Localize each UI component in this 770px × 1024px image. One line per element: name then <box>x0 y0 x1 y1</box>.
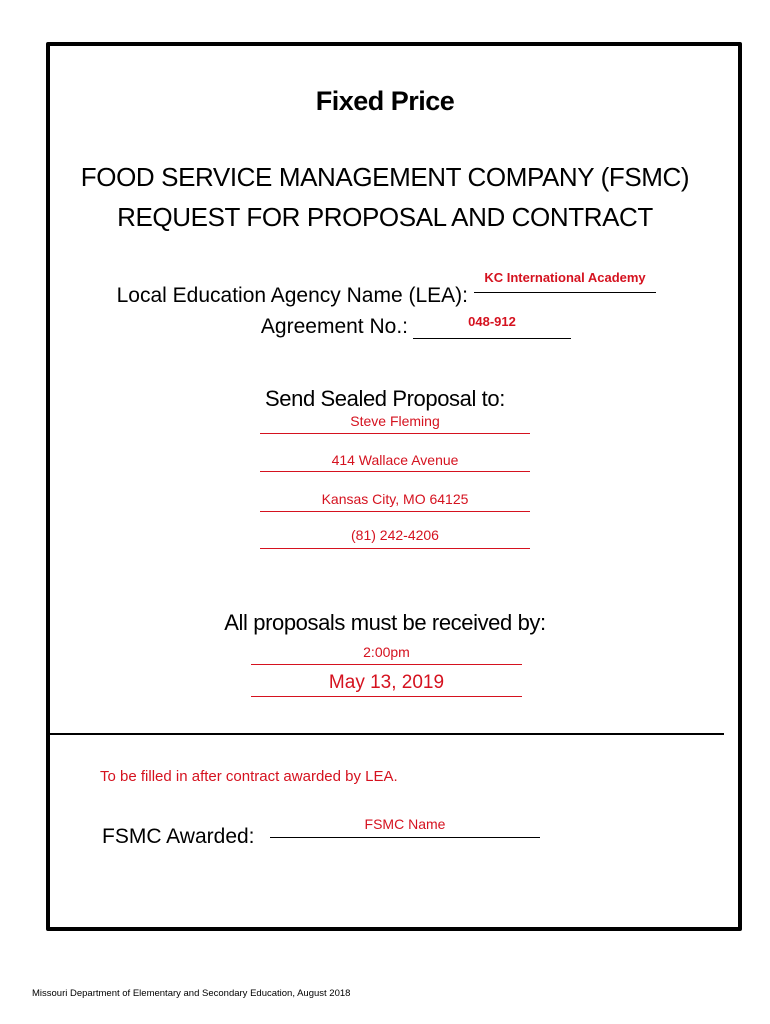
received-by-label: All proposals must be received by: <box>224 610 546 635</box>
lea-value[interactable]: KC International Academy <box>484 270 646 285</box>
fsmc-awarded-label: FSMC Awarded: <box>102 825 255 848</box>
agreement-label: Agreement No.: <box>260 315 408 338</box>
received-time-underline <box>251 664 522 665</box>
agreement-underline <box>413 338 571 339</box>
received-date-underline <box>251 696 522 697</box>
send-proposal-label: Send Sealed Proposal to: <box>265 386 505 411</box>
send-name-underline <box>260 433 530 434</box>
fsmc-awarded-underline <box>270 837 540 838</box>
send-phone-underline <box>260 548 530 549</box>
received-date[interactable]: May 13, 2019 <box>328 672 445 693</box>
heading-line-2: REQUEST FOR PROPOSAL AND CONTRACT <box>117 202 653 232</box>
agreement-value[interactable]: 048-912 <box>468 314 516 329</box>
send-city[interactable]: Kansas City, MO 64125 <box>321 491 469 507</box>
document-title: Fixed Price <box>315 86 455 116</box>
lea-label: Local Education Agency Name (LEA): <box>116 284 468 307</box>
section-divider <box>50 733 724 735</box>
send-name[interactable]: Steve Fleming <box>350 413 440 429</box>
lea-underline <box>474 292 656 293</box>
send-street[interactable]: 414 Wallace Avenue <box>331 452 459 468</box>
document-footer: Missouri Department of Elementary and Secondary Education, August 2018 <box>32 988 351 999</box>
awarded-note: To be filled in after contract awarded by LEA. <box>100 768 398 785</box>
received-time[interactable]: 2:00pm <box>363 644 410 660</box>
fsmc-awarded-value[interactable]: FSMC Name <box>364 816 446 832</box>
send-phone[interactable]: (81) 242-4206 <box>351 527 439 543</box>
send-street-underline <box>260 471 530 472</box>
send-city-underline <box>260 511 530 512</box>
heading-line-1: FOOD SERVICE MANAGEMENT COMPANY (FSMC) <box>80 162 690 192</box>
